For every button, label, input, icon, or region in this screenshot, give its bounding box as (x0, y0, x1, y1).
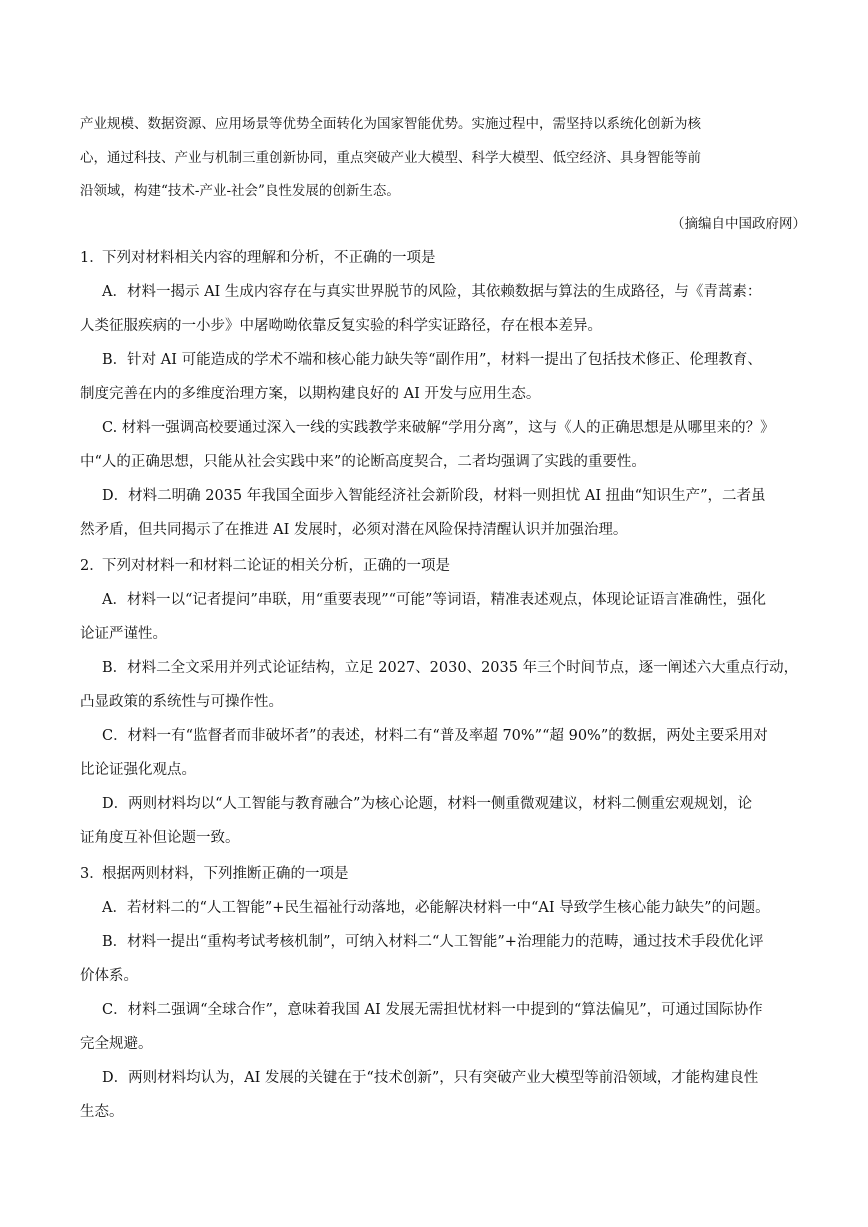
q1-option-a-line2: 人类征服疾病的一小步》中屠呦呦依靠反复实验的科学实证路径，存在根本差异。 (80, 318, 602, 334)
q3-option-c-line2: 完全规避。 (80, 1036, 153, 1052)
q1-option-c-line2: 中“人的正确思想，只能从社会实践中来”的论断高度契合，二者均强调了实践的重要性。 (80, 454, 646, 470)
q3-option-d-line2: 生态。 (80, 1104, 124, 1120)
q1-option-b-line1: B．针对 AI 可能造成的学术不端和核心能力缺失等“副作用”，材料一提出了包括技术修正、伦理教育、 (102, 352, 762, 368)
q1-option-d-line2: 然矛盾，但共同揭示了在推进 AI 发展时，必须对潜在风险保持清醒认识并加强治理。 (80, 522, 628, 538)
q3-option-b-line2: 价体系。 (80, 968, 138, 984)
q2-option-a-line2: 论证严谨性。 (80, 626, 167, 642)
q1-option-a-line1: A．材料一揭示 AI 生成内容存在与真实世界脱节的风险，其依赖数据与算法的生成路径，与《青蒿素： (102, 284, 762, 300)
question-text: 下列对材料相关内容的理解和分析，不正确的一项是 (102, 250, 436, 266)
q2-option-c-line2: 比论证强化观点。 (80, 762, 196, 778)
source-citation: （摘编自中国政府网） (671, 216, 806, 232)
q1-option-c-line1: C. 材料一强调高校要通过深入一线的实践教学来破解“学用分离”，这与《人的正确思想是从哪里来的？》 (102, 420, 775, 436)
question-1-stem (80, 248, 800, 268)
question-number: 3． (80, 866, 104, 882)
q3-option-a-line1: A．若材料二的“人工智能”+民生福祉行动落地，必能解决材料一中“AI 导致学生核心能力缺失”的问题。 (102, 900, 770, 916)
question-3-stem (80, 864, 800, 884)
intro-line-1: 产业规模、数据资源、应用场景等优势全面转化为国家智能优势。实施过程中，需坚持以系统化创新为核 (80, 116, 701, 132)
q2-option-d-line2: 证角度互补但论题一致。 (80, 830, 240, 846)
q2-option-b-line2: 凸显政策的系统性与可操作性。 (80, 694, 283, 710)
intro-line-3: 沿领域，构建“技术-产业-社会”良性发展的创新生态。 (80, 183, 400, 199)
question-text: 下列对材料一和材料二论证的相关分析，正确的一项是 (102, 558, 450, 574)
q2-option-c-line1: C．材料一有“监督者而非破坏者”的表述，材料二有“普及率超 70%”“超 90%”的数据，两处主要采用对 (102, 728, 768, 744)
q3-option-c-line1: C．材料二强调“全球合作”，意味着我国 AI 发展无需担忧材料一中提到的“算法偏见”，可通过国际协作 (102, 1002, 763, 1018)
intro-line-2: 心，通过科技、产业与机制三重创新协同，重点突破产业大模型、科学大模型、低空经济、具身智能等前 (80, 150, 701, 166)
q3-option-d-line1: D．两则材料均认为，AI 发展的关键在于“技术创新”，只有突破产业大模型等前沿领域，才能构建良性 (102, 1070, 759, 1086)
q1-option-d-line1: D．材料二明确 2035 年我国全面步入智能经济社会新阶段，材料一则担忧 AI 扭曲“知识生产”，二者虽 (102, 488, 766, 504)
q1-option-b-line2: 制度完善在内的多维度治理方案，以期构建良好的 AI 开发与应用生态。 (80, 386, 541, 402)
q2-option-d-line1: D．两则材料均以“人工智能与教育融合”为核心论题，材料一侧重微观建议，材料二侧重宏观规划，论 (102, 796, 752, 812)
q2-option-a-line1: A．材料一以“记者提问”串联，用“重要表现”“可能”等词语，精准表述观点，体现论证语言准确性，强化 (102, 592, 766, 608)
question-number: 1． (80, 250, 104, 266)
question-2-stem (80, 556, 800, 576)
question-text: 根据两则材料，下列推断正确的一项是 (102, 866, 349, 882)
q2-option-b-line1: B．材料二全文采用并列式论证结构，立足 2027、2030、2035 年三个时间节点，逐一阐述六大重点行动， (102, 660, 799, 676)
q3-option-b-line1: B．材料一提出“重构考试考核机制”，可纳入材料二“人工智能”+治理能力的范畴，通过技术手段优化评 (102, 934, 764, 950)
question-number: 2． (80, 558, 104, 574)
